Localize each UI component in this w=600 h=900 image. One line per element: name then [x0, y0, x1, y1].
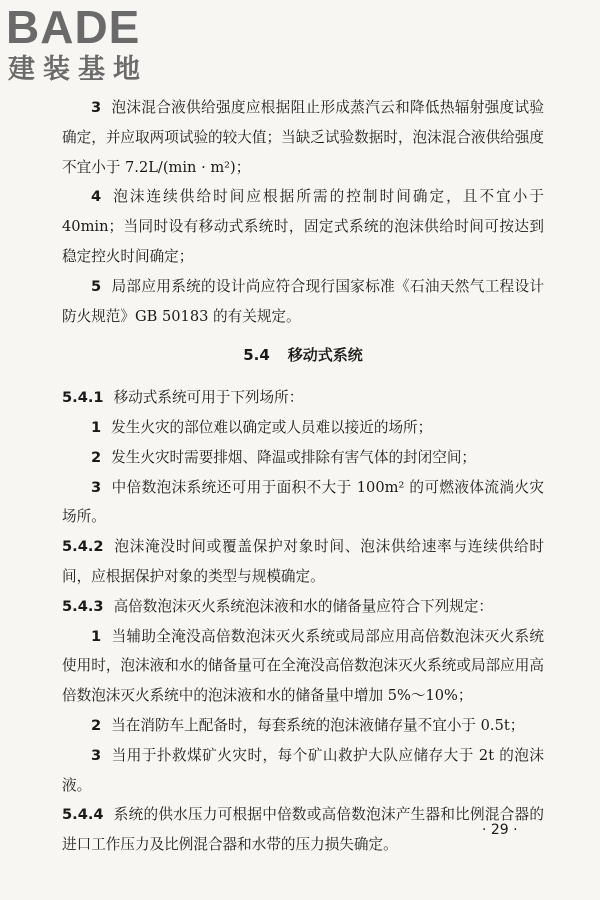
clause-5-4-1-item-2: 2 发生火灾时需要排烟、降温或排除有害气体的封闭空间； — [91, 448, 477, 466]
section-title: 移动式系统 — [287, 346, 363, 365]
paragraph-item-4: 4 泡沫连续供给时间应根据所需的控制时间确定，且不宜小于 40min；当同时设有移动式系统时，固定式系统的泡沫供给时间可按达到稳定控火时间确定； — [62, 188, 544, 265]
logo-subtitle: 建装基地 — [8, 54, 148, 85]
section-number: 5.4 — [243, 346, 270, 365]
clause-5-4-3: 5.4.3 高倍数泡沫灭火系统泡沫液和水的储备量应符合下列规定： — [62, 597, 494, 615]
clause-5-4-1-item-3: 3 中倍数泡沫系统还可用于面积不大于 100m² 的可燃液体流淌火灾场所。 — [62, 478, 544, 526]
bade-logo — [6, 2, 176, 90]
clause-5-4-3-item-3: 3 当用于扑救煤矿火灾时，每个矿山救护大队应储存大于 2t 的泡沫液。 — [62, 746, 544, 794]
page-number: · 29 · — [482, 822, 518, 838]
clause-5-4-2: 5.4.2 泡沫淹没时间或覆盖保护对象时间、泡沫供给速率与连续供给时间，应根据保护对象的类型与规模确定。 — [62, 538, 544, 585]
paragraph-item-3: 3 泡沫混合液供给强度应根据阻止形成蒸汽云和降低热辐射强度试验确定，并应取两项试验的较大值；当缺乏试验数据时，泡沫混合液供给强度不宜小于 7.2L/(min · m²)； — [62, 99, 544, 176]
clause-5-4-4: 5.4.4 系统的供水压力可根据中倍数或高倍数泡沫产生器和比例混合器的进口工作压力及比例混合器和水带的压力损失确定。 — [62, 806, 544, 854]
section-heading — [62, 341, 544, 371]
clause-5-4-3-item-2: 2 当在消防车上配备时，每套系统的泡沫液储存量不宜小于 0.5t； — [91, 716, 525, 734]
document-body — [62, 93, 544, 860]
logo-wordmark: BADE — [6, 1, 141, 53]
clause-5-4-1: 5.4.1 移动式系统可用于下列场所： — [62, 389, 304, 407]
clause-5-4-3-item-1: 1 当辅助全淹没高倍数泡沫灭火系统或局部应用高倍数泡沫灭火系统使用时，泡沫液和水的储备量可在全淹没高倍数泡沫灭火系统或局部应用高倍数泡沫灭火系统中的泡沫液和水的储备量中增加 5%～10%； — [62, 627, 544, 705]
clause-5-4-1-item-1: 1 发生火灾的部位难以确定或人员难以接近的场所； — [91, 418, 433, 436]
paragraph-item-5: 5 局部应用系统的设计尚应符合现行国家标准《石油天然气工程设计防火规范》GB 50183 的有关规定。 — [62, 277, 544, 325]
